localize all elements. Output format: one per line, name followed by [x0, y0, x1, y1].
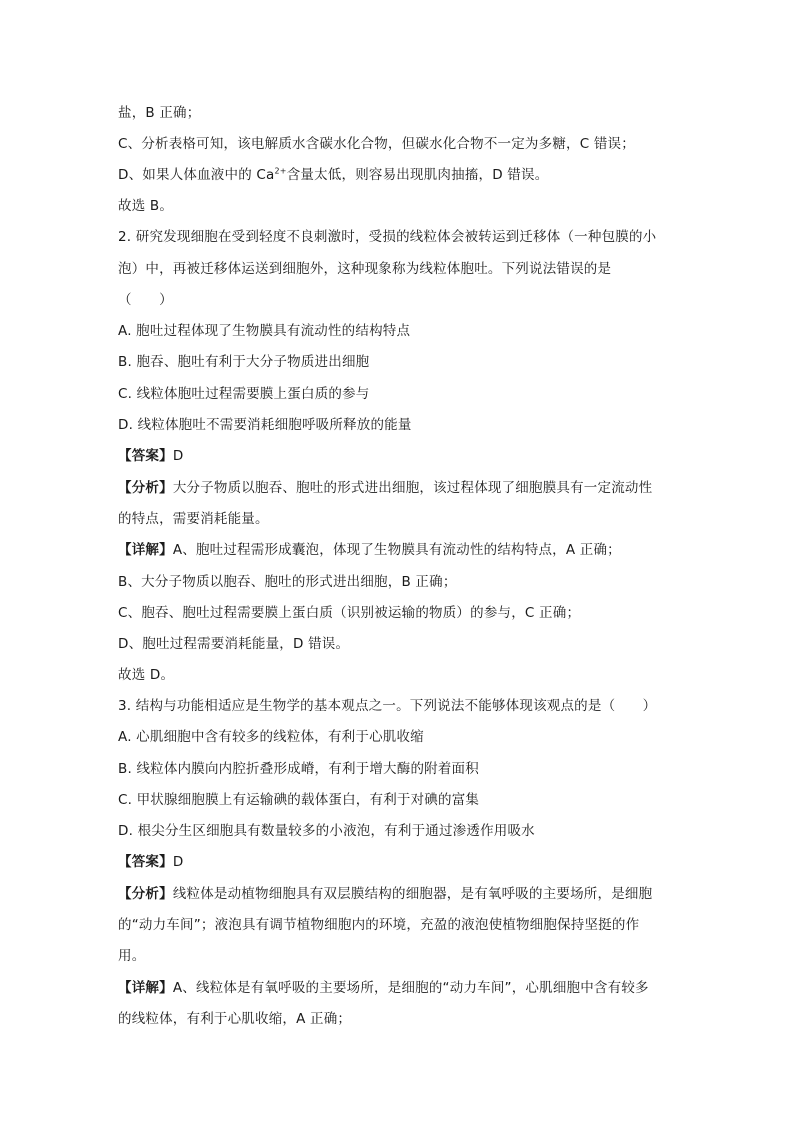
option-b: B. 胞吞、胞吐有利于大分子物质进出细胞: [118, 354, 370, 370]
detail-tag: 【详解】: [118, 980, 173, 996]
analysis-line: [118, 479, 678, 497]
question-line: 2. 研究发现细胞在受到轻度不良刺激时，受损的线粒体会被转运到迁移体（一种包膜的小: [118, 229, 657, 245]
superscript: 2+: [274, 166, 287, 176]
detail-line: [118, 979, 678, 997]
detail-line: B、大分子物质以胞吞、胞吐的形式进出细胞，B 正确；: [118, 574, 457, 590]
detail-line: C、胞吞、胞吐过程需要膜上蛋白质（识别被运输的物质）的参与，C 正确；: [118, 605, 581, 621]
answer-tag: 【答案】: [118, 448, 173, 464]
detail-tag: 【详解】: [118, 542, 173, 558]
question-line: 泡）中，再被迁移体运送到细胞外，这种现象称为线粒体胞吐。下列说法错误的是: [118, 261, 612, 277]
analysis-line: 的特点，需要消耗能量。: [118, 511, 269, 527]
analysis-text: 大分子物质以胞吞、胞吐的形式进出细胞，该过程体现了细胞膜具有一定流动性: [172, 480, 653, 496]
option-c: C. 甲状腺细胞膜上有运输碘的载体蛋白，有利于对碘的富集: [118, 792, 480, 808]
option-b: B. 线粒体内膜向内腔折叠形成嵴，有利于增大酶的附着面积: [118, 761, 479, 777]
text-line: 盐，B 正确；: [118, 105, 201, 121]
detail-line: [118, 541, 678, 559]
text-line: C、分析表格可知，该电解质水含碳水化合物，但碳水化合物不一定为多糖，C 错误；: [118, 136, 635, 152]
question-line: （ ）: [118, 292, 173, 308]
option-d: D. 线粒体胞吐不需要消耗细胞呼吸所释放的能量: [118, 417, 412, 433]
detail-line: 的线粒体，有利于心肌收缩，A 正确；: [118, 1011, 352, 1027]
text-segment: 含量太低，则容易出现肌肉抽搐，D 错误。: [286, 167, 549, 183]
analysis-text: 线粒体是动植物细胞具有双层膜结构的细胞器，是有氧呼吸的主要场所，是细胞: [172, 886, 653, 902]
text-line: 故选 B。: [118, 198, 174, 214]
text-line: 故选 D。: [118, 667, 175, 683]
question-line: 3. 结构与功能相适应是生物学的基本观点之一。下列说法不能够体现该观点的是（ ）: [118, 698, 657, 714]
analysis-line: 用。: [118, 948, 146, 964]
analysis-line: [118, 885, 678, 903]
analysis-tag: 【分析】: [118, 480, 173, 496]
answer-value: D: [172, 854, 184, 870]
answer-tag: 【答案】: [118, 854, 173, 870]
answer-line: [118, 853, 678, 871]
analysis-tag: 【分析】: [118, 886, 173, 902]
detail-text: A、胞吐过程需形成囊泡，体现了生物膜具有流动性的结构特点，A 正确；: [172, 542, 621, 558]
detail-line: D、胞吐过程需要消耗能量，D 错误。: [118, 636, 350, 652]
text-segment: D、如果人体血液中的 Ca: [118, 167, 275, 183]
text-line: [118, 166, 678, 184]
option-c: C. 线粒体胞吐过程需要膜上蛋白质的参与: [118, 386, 370, 402]
option-a: A. 心肌细胞中含有较多的线粒体，有利于心肌收缩: [118, 729, 424, 745]
detail-text: A、线粒体是有氧呼吸的主要场所，是细胞的“动力车间”，心肌细胞中含有较多: [172, 980, 649, 996]
answer-value: D: [172, 448, 184, 464]
analysis-line: 的“动力车间”；液泡具有调节植物细胞内的环境，充盈的液泡使植物细胞保持坚挺的作: [118, 917, 640, 933]
answer-line: [118, 447, 678, 465]
option-d: D. 根尖分生区细胞具有数量较多的小液泡，有利于通过渗透作用吸水: [118, 823, 535, 839]
option-a: A. 胞吐过程体现了生物膜具有流动性的结构特点: [118, 323, 411, 339]
